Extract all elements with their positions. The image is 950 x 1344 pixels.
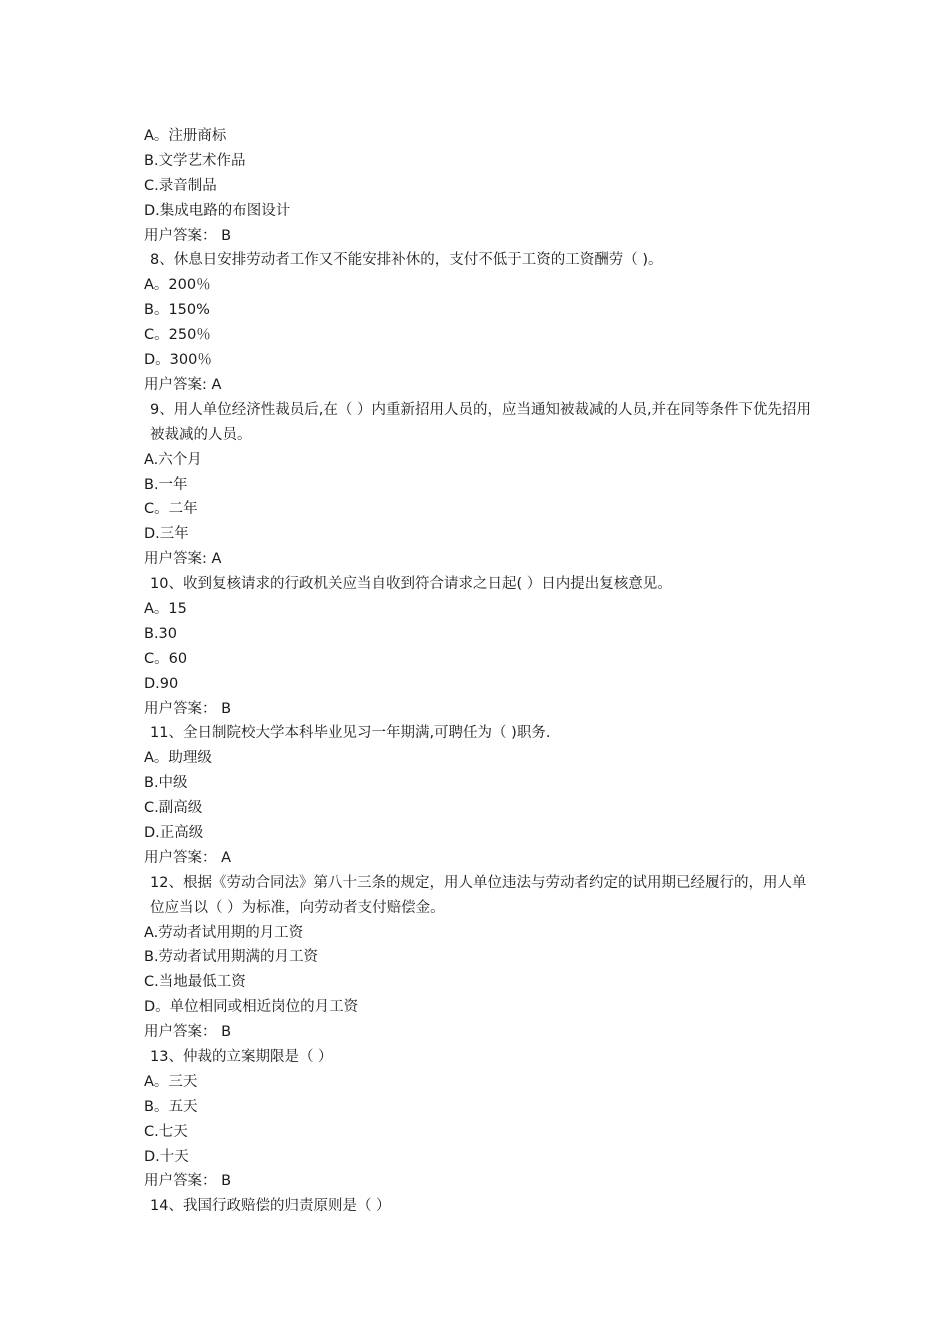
answer-line: 用户答案： B [144, 1173, 232, 1190]
option-line: D。单位相同或相近岗位的月工资 [144, 999, 359, 1016]
option-line: B。150% [144, 302, 210, 319]
option-line: A。200％ [144, 277, 211, 294]
option-line: C。二年 [144, 501, 198, 518]
option-line: C。250％ [144, 327, 211, 344]
option-line: A。注册商标 [144, 128, 227, 144]
answer-line: 用户答案： B [144, 227, 232, 244]
option-line: B.30 [144, 625, 178, 642]
option-line: B.劳动者试用期满的月工资 [144, 949, 319, 966]
option-line: D.十天 [144, 1148, 189, 1165]
option-line: D.90 [144, 675, 179, 692]
answer-line: 用户答案： A [144, 849, 232, 866]
option-line: D。300％ [144, 352, 212, 369]
answer-line: 用户答案: A [144, 376, 222, 393]
question-line: 8、休息日安排劳动者工作又不能安排补休的，支付不低于工资的工资酬劳（ )。 [150, 252, 663, 269]
option-line: A。助理级 [144, 750, 212, 767]
option-line: C。60 [144, 650, 188, 667]
option-line: C.七天 [144, 1123, 188, 1140]
option-line: C.副高级 [144, 800, 203, 817]
option-line: B.文学艺术作品 [144, 152, 246, 169]
question-line: 11、全日制院校大学本科毕业见习一年期满,可聘任为（ )职务. [150, 725, 551, 742]
answer-line: 用户答案： B [144, 1024, 232, 1041]
option-line: B.一年 [144, 476, 188, 493]
option-line: A.劳动者试用期的月工资 [144, 924, 304, 941]
option-line: D.集成电路的布图设计 [144, 202, 291, 219]
option-line: A。三天 [144, 1073, 198, 1090]
question-line: 10、收到复核请求的行政机关应当自收到符合请求之日起( ）日内提出复核意见。 [150, 576, 672, 593]
answer-line: 用户答案: A [144, 551, 222, 568]
option-line: B。五天 [144, 1098, 198, 1115]
option-line: D.正高级 [144, 824, 204, 841]
option-line: A.六个月 [144, 451, 202, 468]
option-line: C.录音制品 [144, 177, 217, 194]
question-line: 12、根据《劳动合同法》第八十三条的规定，用人单位违法与劳动者约定的试用期已经履行的，用人单位应当以（ ）为标准，向劳动者支付赔偿金。 [150, 874, 807, 916]
question-line: 14、我国行政赔偿的归责原则是（ ） [150, 1198, 391, 1215]
document-content [144, 124, 814, 1219]
option-line: A。15 [144, 600, 187, 617]
option-line: C.当地最低工资 [144, 974, 246, 991]
option-line: B.中级 [144, 775, 188, 792]
question-line: 13、仲裁的立案期限是（ ） [150, 1049, 333, 1066]
option-line: D.三年 [144, 526, 189, 543]
question-line: 9、用人单位经济性裁员后,在（ ）内重新招用人员的，应当通知被裁减的人员,并在同等条件下优先招用被裁减的人员。 [150, 401, 812, 443]
answer-line: 用户答案： B [144, 700, 232, 717]
